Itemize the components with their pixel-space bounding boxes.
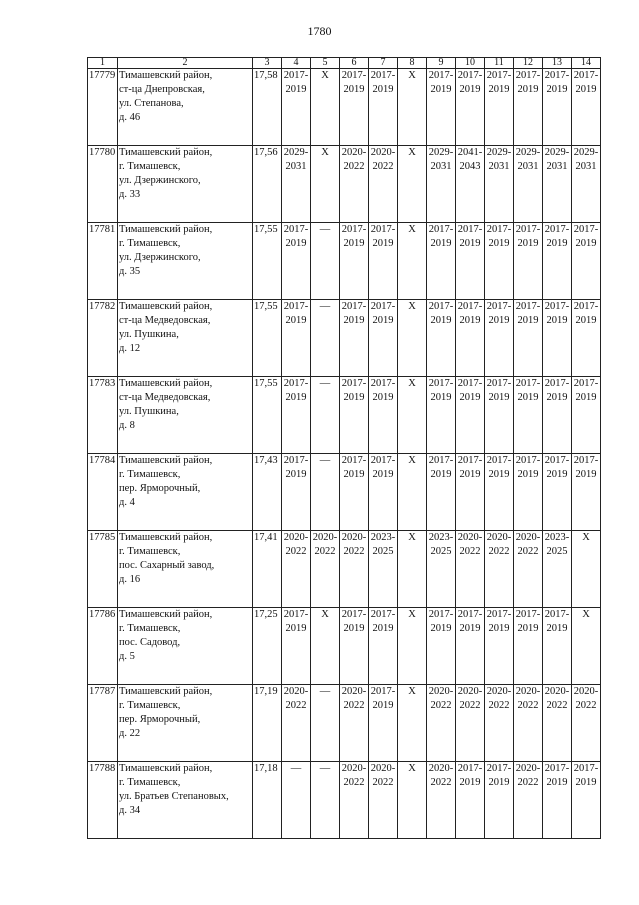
period-cell: 2020- 2022 — [282, 685, 311, 762]
column-header: 1 — [88, 58, 118, 69]
address-line: ст-ца Медведовская, — [119, 392, 211, 403]
address-cell — [118, 146, 253, 223]
mark-cell: X — [398, 454, 427, 531]
address-line: ул. Пушкина, — [119, 406, 179, 417]
period-cell: 2017- 2019 — [340, 608, 369, 685]
period-cell: 2023- 2025 — [543, 531, 572, 608]
mark-cell: — — [311, 762, 340, 839]
period-cell: 2017- 2019 — [543, 223, 572, 300]
period-cell: 2017- 2019 — [282, 69, 311, 146]
record-number: 17781 — [88, 223, 118, 300]
address-line: г. Тимашевск, — [119, 546, 181, 557]
address-cell — [118, 454, 253, 531]
period-cell: 2017- 2019 — [514, 608, 543, 685]
column-header: 9 — [427, 58, 456, 69]
mark-cell: X — [398, 69, 427, 146]
period-cell: 2023- 2025 — [369, 531, 398, 608]
period-cell: 2020- 2022 — [369, 146, 398, 223]
period-cell: 2020- 2022 — [514, 685, 543, 762]
mark-cell: X — [311, 146, 340, 223]
period-cell: 2020- 2022 — [340, 146, 369, 223]
mark-cell: X — [311, 608, 340, 685]
period-cell: 2017- 2019 — [485, 762, 514, 839]
period-cell: 2017- 2019 — [543, 454, 572, 531]
period-cell: 2017- 2019 — [369, 223, 398, 300]
address-cell — [118, 608, 253, 685]
period-cell: 2017- 2019 — [456, 223, 485, 300]
address-line: г. Тимашевск, — [119, 700, 181, 711]
record-number: 17785 — [88, 531, 118, 608]
address-line: пер. Ярморочный, — [119, 483, 201, 494]
period-cell: 2017- 2019 — [369, 454, 398, 531]
mark-cell: X — [572, 608, 601, 685]
area-cell: 17,43 — [253, 454, 282, 531]
period-cell: 2041- 2043 — [456, 146, 485, 223]
column-header: 10 — [456, 58, 485, 69]
period-cell: 2017- 2019 — [340, 377, 369, 454]
period-cell: 2020- 2022 — [311, 531, 340, 608]
period-cell: 2017- 2019 — [485, 377, 514, 454]
record-number: 17784 — [88, 454, 118, 531]
period-cell: 2017- 2019 — [572, 223, 601, 300]
period-cell: 2029- 2031 — [282, 146, 311, 223]
period-cell: 2029- 2031 — [514, 146, 543, 223]
period-cell: 2017- 2019 — [543, 608, 572, 685]
period-cell: 2017- 2019 — [340, 223, 369, 300]
period-cell: 2023- 2025 — [427, 531, 456, 608]
column-header: 14 — [572, 58, 601, 69]
period-cell: 2029- 2031 — [427, 146, 456, 223]
area-cell: 17,41 — [253, 531, 282, 608]
record-number: 17788 — [88, 762, 118, 839]
address-line: д. 16 — [119, 574, 141, 585]
address-line: д. 8 — [119, 420, 135, 431]
period-cell: 2020- 2022 — [456, 685, 485, 762]
table-row — [88, 685, 601, 762]
address-line: Тимашевский район, — [119, 609, 213, 620]
period-cell: 2017- 2019 — [572, 762, 601, 839]
period-cell: 2029- 2031 — [572, 146, 601, 223]
address-line: ул. Пушкина, — [119, 329, 179, 340]
period-cell: 2017- 2019 — [369, 300, 398, 377]
period-cell: 2017- 2019 — [456, 377, 485, 454]
period-cell: 2017- 2019 — [485, 608, 514, 685]
address-line: Тимашевский район, — [119, 147, 213, 158]
address-line: д. 22 — [119, 728, 141, 739]
period-cell: 2020- 2022 — [456, 531, 485, 608]
address-line: ст-ца Медведовская, — [119, 315, 211, 326]
address-line: г. Тимашевск, — [119, 238, 181, 249]
address-line: д. 4 — [119, 497, 135, 508]
table-row — [88, 762, 601, 839]
address-line: ул. Дзержинского, — [119, 252, 201, 263]
address-line: Тимашевский район, — [119, 686, 213, 697]
area-cell: 17,56 — [253, 146, 282, 223]
address-line: г. Тимашевск, — [119, 777, 181, 788]
period-cell: 2017- 2019 — [485, 69, 514, 146]
column-header: 3 — [253, 58, 282, 69]
period-cell: 2017- 2019 — [543, 762, 572, 839]
address-line: Тимашевский район, — [119, 224, 213, 235]
address-cell — [118, 377, 253, 454]
period-cell: 2017- 2019 — [427, 377, 456, 454]
period-cell: 2020- 2022 — [572, 685, 601, 762]
area-cell: 17,18 — [253, 762, 282, 839]
column-header: 4 — [282, 58, 311, 69]
table-row — [88, 377, 601, 454]
period-cell: 2020- 2022 — [543, 685, 572, 762]
mark-cell: X — [398, 377, 427, 454]
mark-cell: X — [398, 685, 427, 762]
period-cell: 2017- 2019 — [340, 69, 369, 146]
period-cell: 2017- 2019 — [485, 300, 514, 377]
mark-cell: — — [311, 377, 340, 454]
address-line: д. 46 — [119, 112, 141, 123]
address-cell — [118, 300, 253, 377]
address-line: Тимашевский район, — [119, 70, 213, 81]
column-header: 12 — [514, 58, 543, 69]
mark-cell: X — [311, 69, 340, 146]
period-cell: 2020- 2022 — [485, 531, 514, 608]
record-number: 17780 — [88, 146, 118, 223]
period-cell: 2017- 2019 — [572, 377, 601, 454]
address-line: г. Тимашевск, — [119, 623, 181, 634]
period-cell: 2017- 2019 — [456, 762, 485, 839]
mark-cell: X — [572, 531, 601, 608]
table-body — [88, 69, 601, 839]
period-cell: 2017- 2019 — [572, 69, 601, 146]
table-row — [88, 69, 601, 146]
period-cell: 2017- 2019 — [572, 300, 601, 377]
period-cell: 2017- 2019 — [369, 69, 398, 146]
period-cell: 2017- 2019 — [543, 377, 572, 454]
column-header: 2 — [118, 58, 253, 69]
address-line: ст-ца Днепровская, — [119, 84, 205, 95]
address-line: г. Тимашевск, — [119, 161, 181, 172]
address-line: д. 5 — [119, 651, 135, 662]
table-row — [88, 608, 601, 685]
page-number: 1780 — [307, 24, 332, 38]
area-cell: 17,55 — [253, 377, 282, 454]
mark-cell: X — [398, 223, 427, 300]
period-cell: 2017- 2019 — [514, 377, 543, 454]
period-cell: 2017- 2019 — [340, 454, 369, 531]
period-cell: 2029- 2031 — [485, 146, 514, 223]
period-cell: 2017- 2019 — [514, 223, 543, 300]
period-cell: 2017- 2019 — [456, 69, 485, 146]
period-cell: 2017- 2019 — [456, 300, 485, 377]
mark-cell: X — [398, 608, 427, 685]
address-line: Тимашевский район, — [119, 763, 213, 774]
address-line: пер. Ярморочный, — [119, 714, 201, 725]
period-cell: 2020- 2022 — [340, 685, 369, 762]
column-header: 7 — [369, 58, 398, 69]
column-header: 11 — [485, 58, 514, 69]
mark-cell: — — [311, 300, 340, 377]
period-cell: 2017- 2019 — [514, 69, 543, 146]
area-cell: 17,55 — [253, 300, 282, 377]
period-cell: 2020- 2022 — [282, 531, 311, 608]
address-line: ул. Дзержинского, — [119, 175, 201, 186]
mark-cell: X — [398, 146, 427, 223]
period-cell: 2017- 2019 — [485, 454, 514, 531]
address-line: д. 33 — [119, 189, 141, 200]
address-line: д. 35 — [119, 266, 141, 277]
header-row — [88, 58, 601, 69]
address-cell — [118, 685, 253, 762]
record-number: 17779 — [88, 69, 118, 146]
period-cell: 2017- 2019 — [282, 454, 311, 531]
address-line: д. 34 — [119, 805, 141, 816]
address-line: Тимашевский район, — [119, 301, 213, 312]
period-cell: 2017- 2019 — [427, 608, 456, 685]
period-cell: 2017- 2019 — [427, 300, 456, 377]
address-line: Тимашевский район, — [119, 532, 213, 543]
mark-cell: X — [398, 762, 427, 839]
address-cell — [118, 69, 253, 146]
period-cell: 2017- 2019 — [282, 300, 311, 377]
mark-cell: X — [398, 531, 427, 608]
period-cell: 2017- 2019 — [369, 685, 398, 762]
period-cell: 2017- 2019 — [427, 454, 456, 531]
address-line: ул. Степанова, — [119, 98, 184, 109]
period-cell: 2017- 2019 — [282, 377, 311, 454]
period-cell: 2017- 2019 — [456, 454, 485, 531]
period-cell: 2017- 2019 — [282, 223, 311, 300]
record-number: 17783 — [88, 377, 118, 454]
table-row — [88, 531, 601, 608]
address-cell — [118, 762, 253, 839]
period-cell: 2020- 2022 — [340, 762, 369, 839]
mark-cell: — — [311, 223, 340, 300]
record-number: 17787 — [88, 685, 118, 762]
period-cell: 2020- 2022 — [485, 685, 514, 762]
period-cell: 2017- 2019 — [572, 454, 601, 531]
address-cell — [118, 531, 253, 608]
mark-cell: — — [282, 762, 311, 839]
address-cell — [118, 223, 253, 300]
period-cell: 2017- 2019 — [427, 223, 456, 300]
column-header: 6 — [340, 58, 369, 69]
mark-cell: — — [311, 454, 340, 531]
period-cell: 2017- 2019 — [514, 300, 543, 377]
period-cell: 2020- 2022 — [514, 762, 543, 839]
period-cell: 2017- 2019 — [543, 69, 572, 146]
period-cell: 2017- 2019 — [514, 454, 543, 531]
period-cell: 2017- 2019 — [282, 608, 311, 685]
period-cell: 2017- 2019 — [485, 223, 514, 300]
period-cell: 2017- 2019 — [369, 608, 398, 685]
period-cell: 2020- 2022 — [369, 762, 398, 839]
address-line: Тимашевский район, — [119, 455, 213, 466]
period-cell: 2017- 2019 — [543, 300, 572, 377]
table-row — [88, 146, 601, 223]
column-header: 13 — [543, 58, 572, 69]
period-cell: 2020- 2022 — [340, 531, 369, 608]
address-line: д. 12 — [119, 343, 141, 354]
period-cell: 2020- 2022 — [427, 762, 456, 839]
period-cell: 2020- 2022 — [427, 685, 456, 762]
address-line: ул. Братьев Степановых, — [119, 791, 229, 802]
period-cell: 2017- 2019 — [340, 300, 369, 377]
area-cell: 17,19 — [253, 685, 282, 762]
period-cell: 2029- 2031 — [543, 146, 572, 223]
table-row — [88, 454, 601, 531]
register-table — [87, 57, 601, 839]
address-line: пос. Садовод, — [119, 637, 181, 648]
period-cell: 2017- 2019 — [427, 69, 456, 146]
period-cell: 2017- 2019 — [369, 377, 398, 454]
area-cell: 17,58 — [253, 69, 282, 146]
period-cell: 2017- 2019 — [456, 608, 485, 685]
mark-cell: X — [398, 300, 427, 377]
area-cell: 17,25 — [253, 608, 282, 685]
table-row — [88, 300, 601, 377]
area-cell: 17,55 — [253, 223, 282, 300]
record-number: 17786 — [88, 608, 118, 685]
record-number: 17782 — [88, 300, 118, 377]
address-line: Тимашевский район, — [119, 378, 213, 389]
period-cell: 2020- 2022 — [514, 531, 543, 608]
column-header: 8 — [398, 58, 427, 69]
column-header: 5 — [311, 58, 340, 69]
mark-cell: — — [311, 685, 340, 762]
address-line: г. Тимашевск, — [119, 469, 181, 480]
table-row — [88, 223, 601, 300]
address-line: пос. Сахарный завод, — [119, 560, 215, 571]
